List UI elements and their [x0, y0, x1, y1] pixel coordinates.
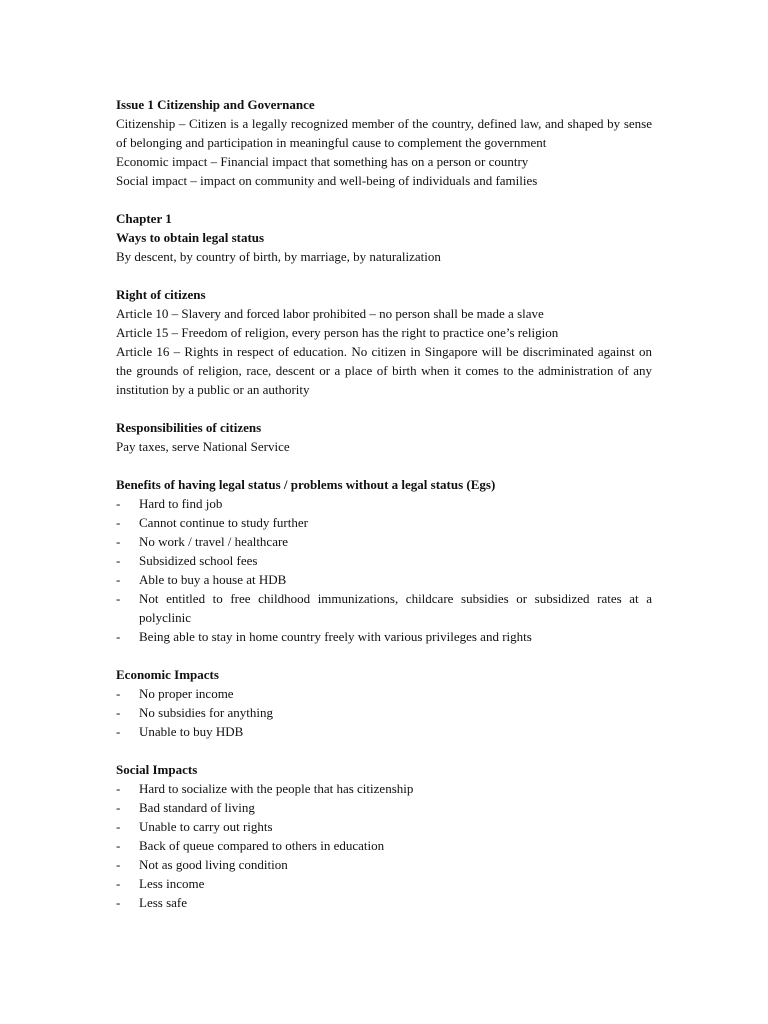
list-item-text: No work / travel / healthcare	[139, 534, 289, 549]
dash-bullet: -	[116, 800, 121, 815]
list-item	[116, 798, 652, 817]
list-item-text: Less safe	[139, 895, 188, 910]
list-item-text: No proper income	[139, 686, 234, 701]
responsibilities-text: Pay taxes, serve National Service	[116, 439, 290, 454]
dash-bullet: -	[116, 876, 121, 891]
spacer	[116, 190, 652, 209]
dash-bullet: -	[116, 515, 121, 530]
list-item	[116, 874, 652, 893]
dash-bullet: -	[116, 686, 121, 701]
list-item	[116, 684, 652, 703]
dash-bullet: -	[116, 819, 121, 834]
list-item	[116, 893, 652, 912]
legal-status-heading: Ways to obtain legal status	[116, 230, 265, 245]
list-item-text: Bad standard of living	[139, 800, 255, 815]
responsibilities-heading: Responsibilities of citizens	[116, 420, 262, 435]
list-item	[116, 722, 652, 741]
document-title: Issue 1 Citizenship and Governance	[116, 97, 315, 112]
spacer	[116, 399, 652, 418]
dash-bullet: -	[116, 838, 121, 853]
economic-impacts-heading: Economic Impacts	[116, 667, 219, 682]
dash-bullet: -	[116, 572, 121, 587]
dash-bullet: -	[116, 705, 121, 720]
intro-social-impact: Social impact – impact on community and well-being of individuals and families	[116, 173, 538, 188]
dash-bullet: -	[116, 895, 121, 910]
document-page	[116, 95, 652, 912]
dash-bullet: -	[116, 781, 121, 796]
list-item-text: Being able to stay in home country freely with various privileges and rights	[139, 629, 532, 644]
rights-article-16: Article 16 – Rights in respect of education. No citizen in Singapore will be discriminated against on the grounds of religion, race, descent or a place of birth when it comes to the administration of any institution by a public or an authority	[116, 344, 652, 397]
benefits-heading: Benefits of having legal status / problems without a legal status (Egs)	[116, 477, 496, 492]
list-item	[116, 494, 652, 513]
intro-citizenship: Citizenship – Citizen is a legally recognized member of the country, defined law, and shaped by sense of belonging and participation in meaningful cause to complement the government	[116, 116, 652, 150]
spacer	[116, 266, 652, 285]
list-item-text: No subsidies for anything	[139, 705, 273, 720]
chapter-heading: Chapter 1	[116, 211, 172, 226]
list-item-text: Cannot continue to study further	[139, 515, 308, 530]
list-item	[116, 779, 652, 798]
list-item-text: Hard to find job	[139, 496, 223, 511]
dash-bullet: -	[116, 629, 121, 644]
list-item-text: Back of queue compared to others in education	[139, 838, 385, 853]
dash-bullet: -	[116, 496, 121, 511]
list-item	[116, 817, 652, 836]
dash-bullet: -	[116, 857, 121, 872]
list-item-text: Unable to buy HDB	[139, 724, 244, 739]
list-item-text: Less income	[139, 876, 205, 891]
economic-impacts-list	[116, 684, 652, 741]
spacer	[116, 456, 652, 475]
dash-bullet: -	[116, 553, 121, 568]
list-item	[116, 589, 652, 627]
dash-bullet: -	[116, 534, 121, 549]
rights-heading: Right of citizens	[116, 287, 206, 302]
legal-status-text: By descent, by country of birth, by marriage, by naturalization	[116, 249, 441, 264]
list-item	[116, 836, 652, 855]
list-item-text: Unable to carry out rights	[139, 819, 273, 834]
dash-bullet: -	[116, 591, 121, 606]
social-impacts-heading: Social Impacts	[116, 762, 198, 777]
rights-article-10: Article 10 – Slavery and forced labor prohibited – no person shall be made a slave	[116, 306, 544, 321]
list-item	[116, 855, 652, 874]
list-item	[116, 703, 652, 722]
list-item	[116, 532, 652, 551]
list-item-text: Not as good living condition	[139, 857, 288, 872]
rights-article-15: Article 15 – Freedom of religion, every person has the right to practice one’s religion	[116, 325, 559, 340]
social-impacts-list	[116, 779, 652, 912]
intro-economic-impact: Economic impact – Financial impact that something has on a person or country	[116, 154, 529, 169]
list-item	[116, 570, 652, 589]
list-item-text: Subsidized school fees	[139, 553, 258, 568]
list-item-text: Able to buy a house at HDB	[139, 572, 287, 587]
list-item-text: Hard to socialize with the people that has citizenship	[139, 781, 414, 796]
list-item	[116, 551, 652, 570]
spacer	[116, 646, 652, 665]
list-item-text: Not entitled to free childhood immunizations, childcare subsidies or subsidized rates at a polyclinic	[139, 591, 652, 625]
list-item	[116, 513, 652, 532]
benefits-list	[116, 494, 652, 646]
list-item	[116, 627, 652, 646]
spacer	[116, 741, 652, 760]
dash-bullet: -	[116, 724, 121, 739]
